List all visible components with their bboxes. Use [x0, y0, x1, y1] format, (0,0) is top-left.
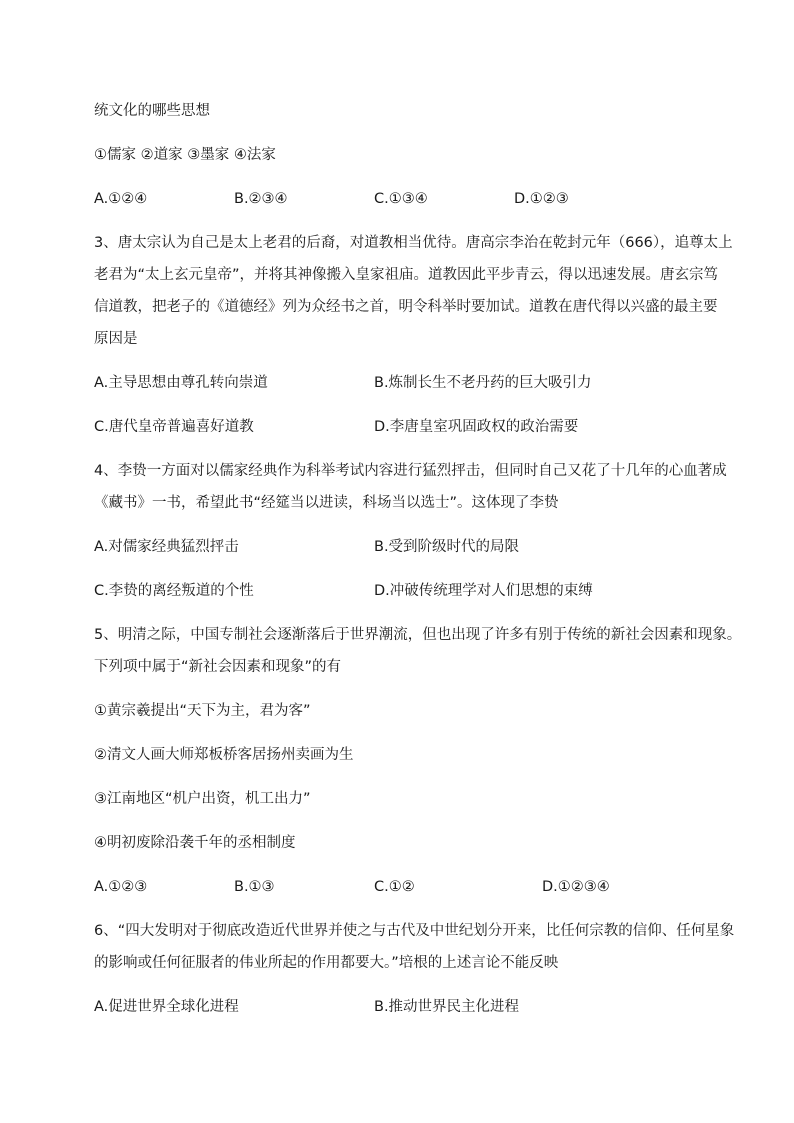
- q5-item-2: ②清文人画大师郑板桥客居扬州卖画为生: [94, 747, 354, 763]
- q6-option-b: B.推动世界民主化进程: [374, 999, 520, 1015]
- q3-line-4: 原因是: [94, 331, 138, 347]
- q3-line-3: 信道教，把老子的《道德经》列为众经书之首，明令科举时要加试。道教在唐代得以兴盛的最主要: [94, 299, 718, 315]
- intro-line: 统文化的哪些思想: [94, 103, 210, 119]
- q3-line-2: 老君为“太上玄元皇帝”，并将其神像搬入皇家祖庙。道教因此平步青云，得以迅速发展。唐玄宗笃: [94, 267, 719, 283]
- q4-line-2: 《藏书》一书，希望此书“经筵当以进读，科场当以选士”。这体现了李贽: [94, 495, 559, 511]
- q6-option-a: A.促进世界全球化进程: [94, 999, 239, 1015]
- q2-items: ①儒家 ②道家 ③墨家 ④法家: [94, 147, 276, 163]
- q3-option-b: B.炼制长生不老丹药的巨大吸引力: [374, 375, 592, 391]
- q4-option-b: B.受到阶级时代的局限: [374, 539, 520, 555]
- q5-item-4: ④明初废除沿袭千年的丞相制度: [94, 835, 296, 851]
- q2-option-b: B.②③④: [234, 191, 288, 207]
- q5-option-d: D.①②③④: [542, 879, 610, 895]
- q4-option-d: D.冲破传统理学对人们思想的束缚: [374, 583, 593, 599]
- q5-option-c: C.①②: [374, 879, 415, 895]
- q5-option-a: A.①②③: [94, 879, 148, 895]
- q4-line-1: 4、李贽一方面对以儒家经典作为科举考试内容进行猛烈抨击，但同时自己又花了十几年的心血著成: [94, 463, 727, 479]
- q3-option-a: A.主导思想由尊孔转向崇道: [94, 375, 268, 391]
- q3-option-d: D.李唐皇室巩固政权的政治需要: [374, 419, 579, 435]
- q3-option-c: C.唐代皇帝普遍喜好道教: [94, 419, 254, 435]
- q4-option-c: C.李贽的离经叛道的个性: [94, 583, 254, 599]
- q3-line-1: 3、唐太宗认为自己是太上老君的后裔，对道教相当优待。唐高宗李治在乾封元年（666），追尊太上: [94, 235, 733, 251]
- q6-line-2: 的影响或任何征服者的伟业所起的作用都要大。”培根的上述言论不能反映: [94, 955, 559, 971]
- q5-line-1: 5、明清之际，中国专制社会逐渐落后于世界潮流，但也出现了许多有别于传统的新社会因素和现象。: [94, 627, 742, 643]
- q5-option-b: B.①③: [234, 879, 275, 895]
- q2-option-d: D.①②③: [514, 191, 569, 207]
- q5-item-3: ③江南地区“机户出资，机工出力”: [94, 791, 311, 807]
- q5-line-2: 下列项中属于“新社会因素和现象”的有: [94, 659, 342, 675]
- q2-option-a: A.①②④: [94, 191, 148, 207]
- q6-line-1: 6、“四大发明对于彻底改造近代世界并使之与古代及中世纪划分开来，比任何宗教的信仰、任何星象: [94, 923, 735, 939]
- q4-option-a: A.对儒家经典猛烈抨击: [94, 539, 239, 555]
- q5-item-1: ①黄宗羲提出“天下为主，君为客”: [94, 703, 311, 719]
- q2-option-c: C.①③④: [374, 191, 428, 207]
